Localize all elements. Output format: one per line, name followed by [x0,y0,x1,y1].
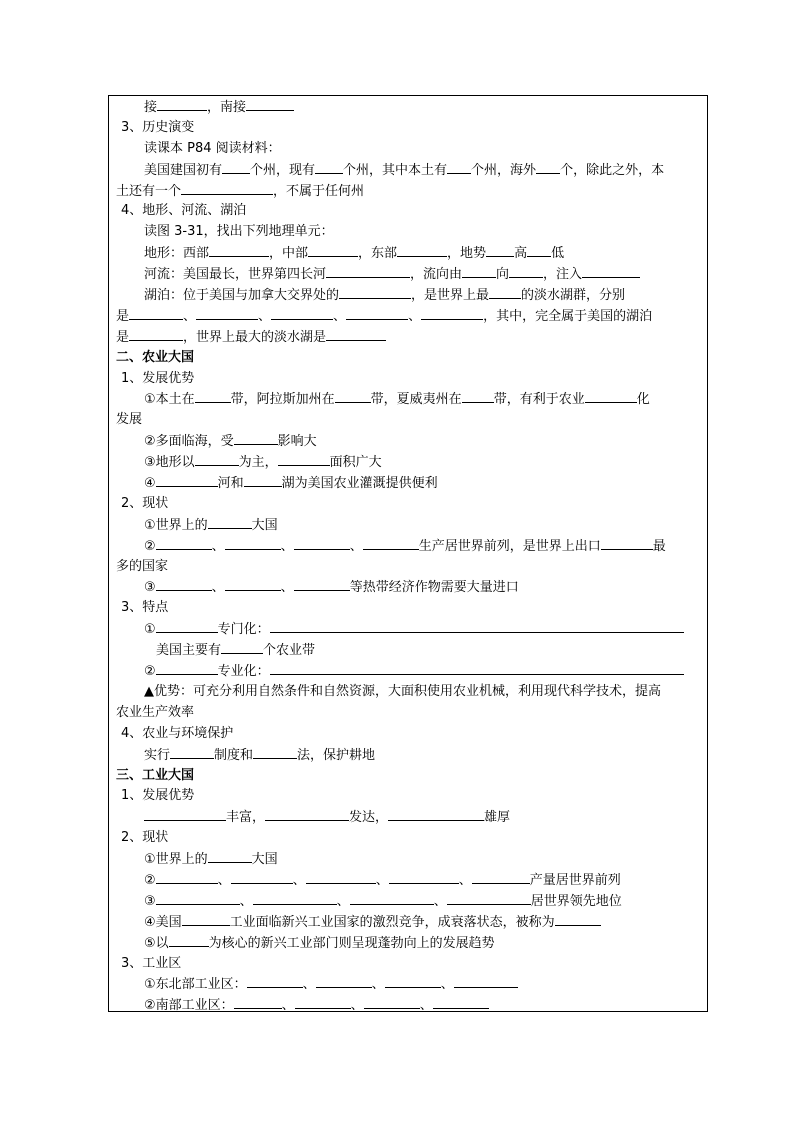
text-line: 实行 制度和 法，保护耕地 [116,745,700,766]
fill-blank[interactable] [486,243,514,257]
fill-blank[interactable] [363,536,419,550]
text-line: ①东北部工业区： 、 、 、 [116,974,700,995]
text-line: 河流：美国最长，世界第四长河 ，流向由 向 ，注入 [116,264,700,285]
text-line: ④美国 工业面临新兴工业国家的激烈竞争，成衰落状态，被称为 [116,912,700,933]
fill-blank[interactable] [244,473,282,487]
fill-blank[interactable] [156,536,212,550]
fill-blank[interactable] [454,974,518,988]
fill-blank[interactable] [209,243,269,257]
fill-blank[interactable] [221,640,263,654]
fill-blank[interactable] [364,995,420,1009]
text-line: ② 、 、 、 、 产量居世界前列 [116,870,700,891]
subheading: 2、现状 [121,495,169,511]
fill-blank[interactable] [462,389,494,403]
fill-blank[interactable] [225,577,281,591]
text-line: 土还有一个 ，不属于任何州 [116,181,700,202]
text-line: 接 ，南接 [116,97,700,118]
fill-blank[interactable] [156,473,218,487]
fill-blank[interactable] [447,160,471,174]
text-line: ①本土在 带，阿拉斯加州在 带，夏威夷州在 带，有利于农业 化 [116,389,700,410]
fill-blank[interactable] [326,327,386,341]
fill-blank[interactable] [462,264,496,278]
subheading: 1、发展优势 [121,370,195,386]
fill-blank[interactable] [315,160,343,174]
fill-blank[interactable] [472,870,530,884]
text-line: ③ 、 、 等热带经济作物需要大量进口 [116,577,700,598]
fill-blank[interactable] [253,891,337,905]
text-line: ② 、 、 、 生产居世界前列，是世界上出口 最 [116,536,700,557]
subheading: 4、农业与环境保护 [121,725,234,741]
text-line: ① 专门化： [116,619,700,640]
fill-blank[interactable] [294,577,350,591]
fill-blank[interactable] [270,661,684,675]
text-line: 发展 [116,412,143,428]
text-line: 农业生产效率 [116,704,195,720]
fill-blank[interactable] [253,745,297,759]
fill-blank[interactable] [157,97,207,111]
fill-blank[interactable] [346,306,408,320]
fill-blank[interactable] [246,97,294,111]
fill-blank[interactable] [170,745,214,759]
fill-blank[interactable] [585,389,637,403]
subheading: 1、发展优势 [121,788,195,804]
fill-blank[interactable] [388,807,484,821]
text-line: ③地形以 为主， 面积广大 [116,452,700,473]
fill-blank[interactable] [308,243,358,257]
text-line: ④ 河和 湖为美国农业灌溉提供便利 [116,473,700,494]
text-line: ②多面临海，受 影响大 [116,431,700,452]
subheading: 3、工业区 [121,955,182,971]
fill-blank[interactable] [582,264,640,278]
subheading: 4、地形、河流、湖泊 [121,203,247,219]
subheading: 2、现状 [121,830,169,846]
fill-blank[interactable] [509,264,543,278]
fill-blank[interactable] [208,515,252,529]
text-line: 是 、 、 、 、 ，其中，完全属于美国的湖泊 [116,306,700,327]
fill-blank[interactable] [129,327,183,341]
fill-blank[interactable] [234,431,278,445]
fill-blank[interactable] [196,306,258,320]
fill-blank[interactable] [447,891,531,905]
fill-blank[interactable] [195,452,239,466]
text-line: ② 专业化： [116,661,700,682]
text-line: ⑤以 为核心的新兴工业部门则呈现蓬勃向上的发展趋势 [116,933,700,954]
fill-blank[interactable] [489,285,521,299]
fill-blank[interactable] [222,160,250,174]
text-line: 是 ，世界上最大的淡水湖是 [116,327,700,348]
section-heading: 二、农业大国 [116,349,195,365]
text-line: ②南部工业区： 、 、 、 [116,995,700,1016]
fill-blank[interactable] [231,870,293,884]
fill-blank[interactable] [270,619,684,633]
fill-blank[interactable] [195,389,231,403]
fill-blank[interactable] [421,306,483,320]
fill-blank[interactable] [385,974,441,988]
subheading: 3、特点 [121,600,169,616]
fill-blank[interactable] [208,849,252,863]
fill-blank[interactable] [397,243,447,257]
text-line: 丰富， 发达， 雄厚 [116,807,700,828]
fill-blank[interactable] [339,285,411,299]
worksheet-content [116,97,700,1016]
fill-blank[interactable] [129,306,183,320]
fill-blank[interactable] [265,807,349,821]
text-line: 湖泊：位于美国与加拿大交界处的 ，是世界上最 的淡水湖群，分别 [116,285,700,306]
fill-blank[interactable] [271,306,333,320]
fill-blank[interactable] [156,577,212,591]
fill-blank[interactable] [182,912,230,926]
fill-blank[interactable] [144,807,226,821]
text-line: 美国主要有 个农业带 [116,640,700,661]
fill-blank[interactable] [169,933,209,947]
fill-blank[interactable] [234,995,282,1009]
fill-blank[interactable] [181,181,273,195]
fill-blank[interactable] [225,536,281,550]
fill-blank[interactable] [555,912,601,926]
fill-blank[interactable] [156,891,240,905]
subheading: 3、历史演变 [121,119,195,135]
fill-blank[interactable] [389,870,459,884]
fill-blank[interactable] [278,452,330,466]
text-line: 美国建国初有 个州，现有 个州，其中本土有 个州，海外 个，除此之外，本 [116,160,700,181]
fill-blank[interactable] [350,891,434,905]
fill-blank[interactable] [294,536,350,550]
fill-blank[interactable] [536,160,560,174]
fill-blank[interactable] [326,264,410,278]
fill-blank[interactable] [156,619,218,633]
fill-blank[interactable] [295,995,351,1009]
text-line: 多的国家 [116,558,169,574]
fill-blank[interactable] [601,536,653,550]
fill-blank[interactable] [247,974,303,988]
section-heading: 三、工业大国 [116,767,195,783]
fill-blank[interactable] [156,870,218,884]
fill-blank[interactable] [156,661,218,675]
text-line: 读图 3-31，找出下列地理单元： [144,224,334,240]
fill-blank[interactable] [335,389,371,403]
text-line: ③ 、 、 、 居世界领先地位 [116,891,700,912]
text-line: ①世界上的 大国 [116,515,700,536]
fill-blank[interactable] [316,974,372,988]
text-line: ▲优势：可充分利用自然条件和自然资源，大面积使用农业机械，利用现代科学技术，提高 [144,683,661,699]
fill-blank[interactable] [306,870,376,884]
text-line: 读课本 P84 阅读材料： [144,140,281,156]
fill-blank[interactable] [433,995,489,1009]
text-line: 地形：西部 ，中部 ，东部 ，地势 高 低 [116,243,700,264]
text-line: ①世界上的 大国 [116,849,700,870]
fill-blank[interactable] [527,243,551,257]
